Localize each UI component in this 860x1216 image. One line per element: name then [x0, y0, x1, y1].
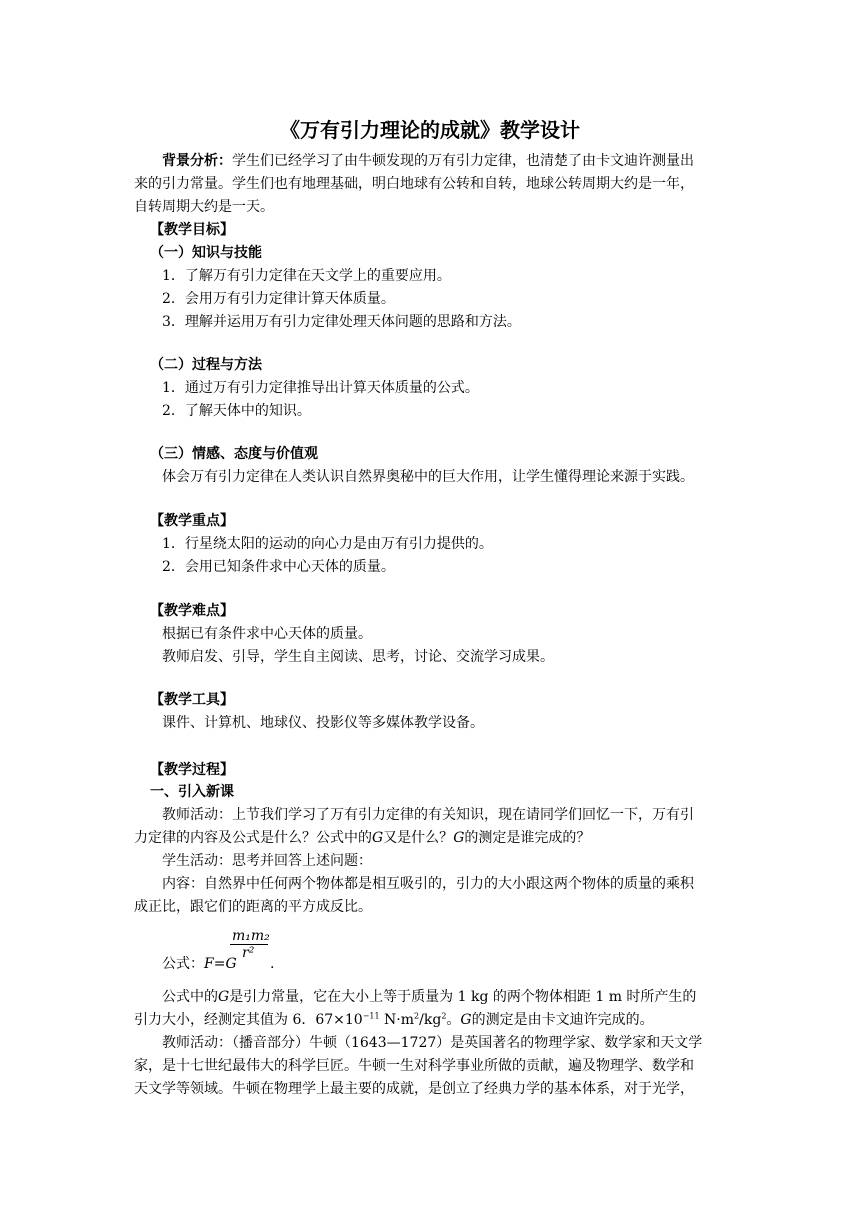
background-text-1: 学生们已经学习了由牛顿发现的万有引力定律，也清楚了由卡文迪许测量出 — [232, 153, 694, 169]
background-line-1 — [162, 150, 694, 172]
goals-heading: 【教学目标】 — [150, 222, 234, 238]
process-method-heading: （二）过程与方法 — [150, 357, 262, 373]
difficulty-1: 根据已有条件求中心天体的质量。 — [162, 626, 372, 642]
formula-denominator: r² — [242, 945, 255, 961]
background-label: 背景分析： — [162, 153, 232, 169]
tools-text: 课件、计算机、地球仪、投影仪等多媒体教学设备。 — [162, 715, 484, 731]
difficulties-heading: 【教学难点】 — [150, 603, 234, 619]
knowledge-heading: （一）知识与技能 — [150, 245, 262, 261]
explain-line-b: 引力大小，经测定其值为 6．$67\times 10^{-11}$ $N\cdot m^2/kg^2$。G的测定是由卡文迪许完成的。 — [134, 1011, 654, 1028]
difficulty-2: 教师启发、引导，学生自主阅读、思考，讨论、交流学习成果。 — [162, 649, 554, 665]
process-method-item-2: 2．了解天体中的知识。 — [162, 403, 311, 419]
teacher-activity-2c: 天文学等领域。牛顿在物理学上最主要的成就，是创立了经典力学的基本体系，对于光学， — [134, 1081, 694, 1097]
content-line-a: 内容：自然界中任何两个物体都是相互吸引的，引力的大小跟这两个物体的质量的乘积 — [162, 876, 694, 892]
key-point-2: 2．会用已知条件求中心天体的质量。 — [162, 559, 395, 575]
emotion-text: 体会万有引力定律在人类认识自然界奥秘中的巨大作用，让学生懂得理论来源于实践。 — [162, 469, 694, 485]
emotion-heading: （三）情感、态度与价值观 — [150, 446, 318, 462]
key-point-1: 1．行星绕太阳的运动的向心力是由万有引力提供的。 — [162, 536, 493, 552]
content-line-b: 成正比，跟它们的距离的平方成反比。 — [134, 899, 372, 915]
explain-line-a: 公式中的G是引力常量，它在大小上等于质量为 1 kg 的两个物体相距 1 m 时所产生的 — [162, 989, 697, 1005]
tools-heading: 【教学工具】 — [150, 692, 234, 708]
knowledge-item-2: 2．会用万有引力定律计算天体质量。 — [162, 291, 395, 307]
background-line-3: 自转周期大约是一天。 — [134, 199, 274, 215]
formula-period: . — [270, 956, 275, 972]
student-activity-1: 学生活动：思考并回答上述问题： — [162, 853, 372, 869]
formula-line: 公式：F=G — [162, 956, 237, 972]
teacher-activity-1b: 力定律的内容及公式是什么？公式中的G又是什么？G的测定是谁完成的？ — [134, 830, 591, 846]
process-heading: 【教学过程】 — [150, 762, 234, 778]
knowledge-item-1: 1．了解万有引力定律在天文学上的重要应用。 — [162, 268, 451, 284]
teacher-activity-2b: 家，是十七世纪最伟大的科学巨匠。牛顿一生对科学事业所做的贡献，遍及物理学、数学和 — [134, 1058, 694, 1074]
teacher-activity-1a: 教师活动：上节我们学习了万有引力定律的有关知识，现在请同学们回忆一下，万有引 — [162, 807, 694, 823]
formula-numerator: m₁m₂ — [232, 928, 270, 944]
document-title: 《万有引力理论的成就》教学设计 — [280, 118, 580, 142]
section-intro-heading: 一、引入新课 — [150, 784, 234, 800]
key-points-heading: 【教学重点】 — [150, 513, 234, 529]
background-line-2: 来的引力常量。学生们也有地理基础，明白地球有公转和自转，地球公转周期大约是一年， — [134, 176, 694, 192]
knowledge-item-3: 3．理解并运用万有引力定律处理天体问题的思路和方法。 — [162, 314, 521, 330]
process-method-item-1: 1．通过万有引力定律推导出计算天体质量的公式。 — [162, 380, 479, 396]
teacher-activity-2a: 教师活动：（播音部分）牛顿（1643—1727）是英国著名的物理学家、数学家和天文学 — [162, 1035, 703, 1051]
